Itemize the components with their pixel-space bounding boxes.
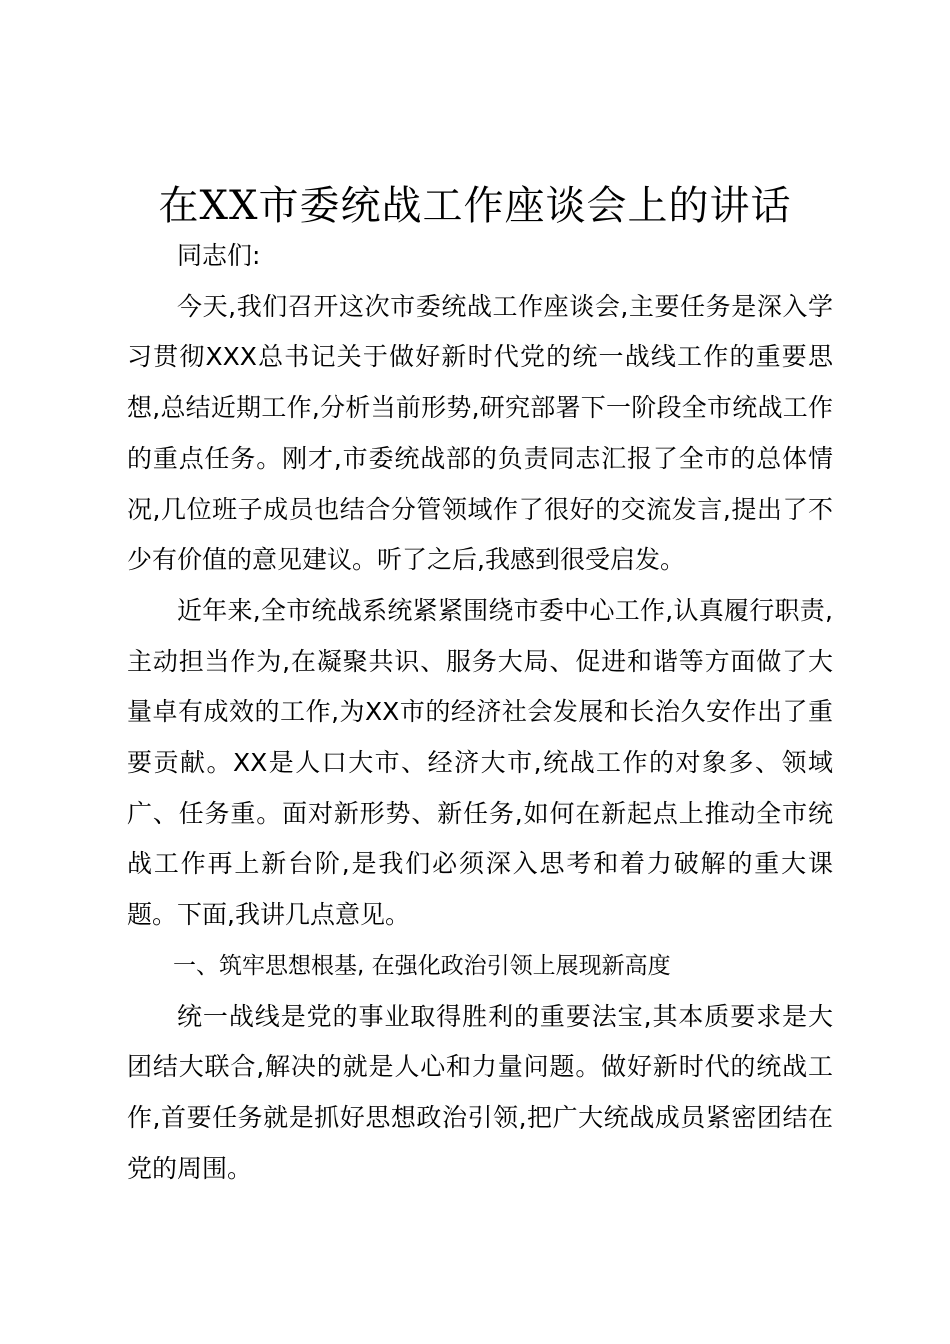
paragraph-opening: 今天,我们召开这次市委统战工作座谈会,主要任务是深入学习贯彻XXX总书记关于做好新时代党的统一战线工作的重要思想,总结近期工作,分析当前形势,研究部署下一阶段全市统战工作的重点任务。刚才,市委统战部的负责同志汇报了全市的总体情况,几位班子成员也结合分管领域作了很好的交流发言,提出了不少有价值的意见建议。听了之后,我感到很受启发。 bbox=[127, 291, 833, 575]
section-heading: 一、筑牢思想根基, 在强化政治引领上展现新高度 bbox=[173, 952, 671, 979]
salutation: 同志们: bbox=[177, 241, 261, 270]
paragraph-achievements: 近年来,全市统战系统紧紧围绕市委中心工作,认真履行职责,主动担当作为,在凝聚共识、服务大局、促进和谐等方面做了大量卓有成效的工作,为XX市的经济社会发展和长治久安作出了重要贡献。XX是人口大市、经济大市,统战工作的对象多、领域广、任务重。面对新形势、新任务,如何在新起点上推动全市统战工作再上新台阶,是我们必须深入思考和着力破解的重大课题。下面,我讲几点意见。 bbox=[127, 595, 833, 930]
paragraph-section-one: 统一战线是党的事业取得胜利的重要法宝,其本质要求是大团结大联合,解决的就是人心和力量问题。做好新时代的统战工作,首要任务就是抓好思想政治引领,把广大统战成员紧密团结在党的周围。 bbox=[127, 1001, 833, 1183]
document-title: 在XX市委统战工作座谈会上的讲话 bbox=[158, 183, 792, 229]
document-body bbox=[127, 231, 833, 1194]
